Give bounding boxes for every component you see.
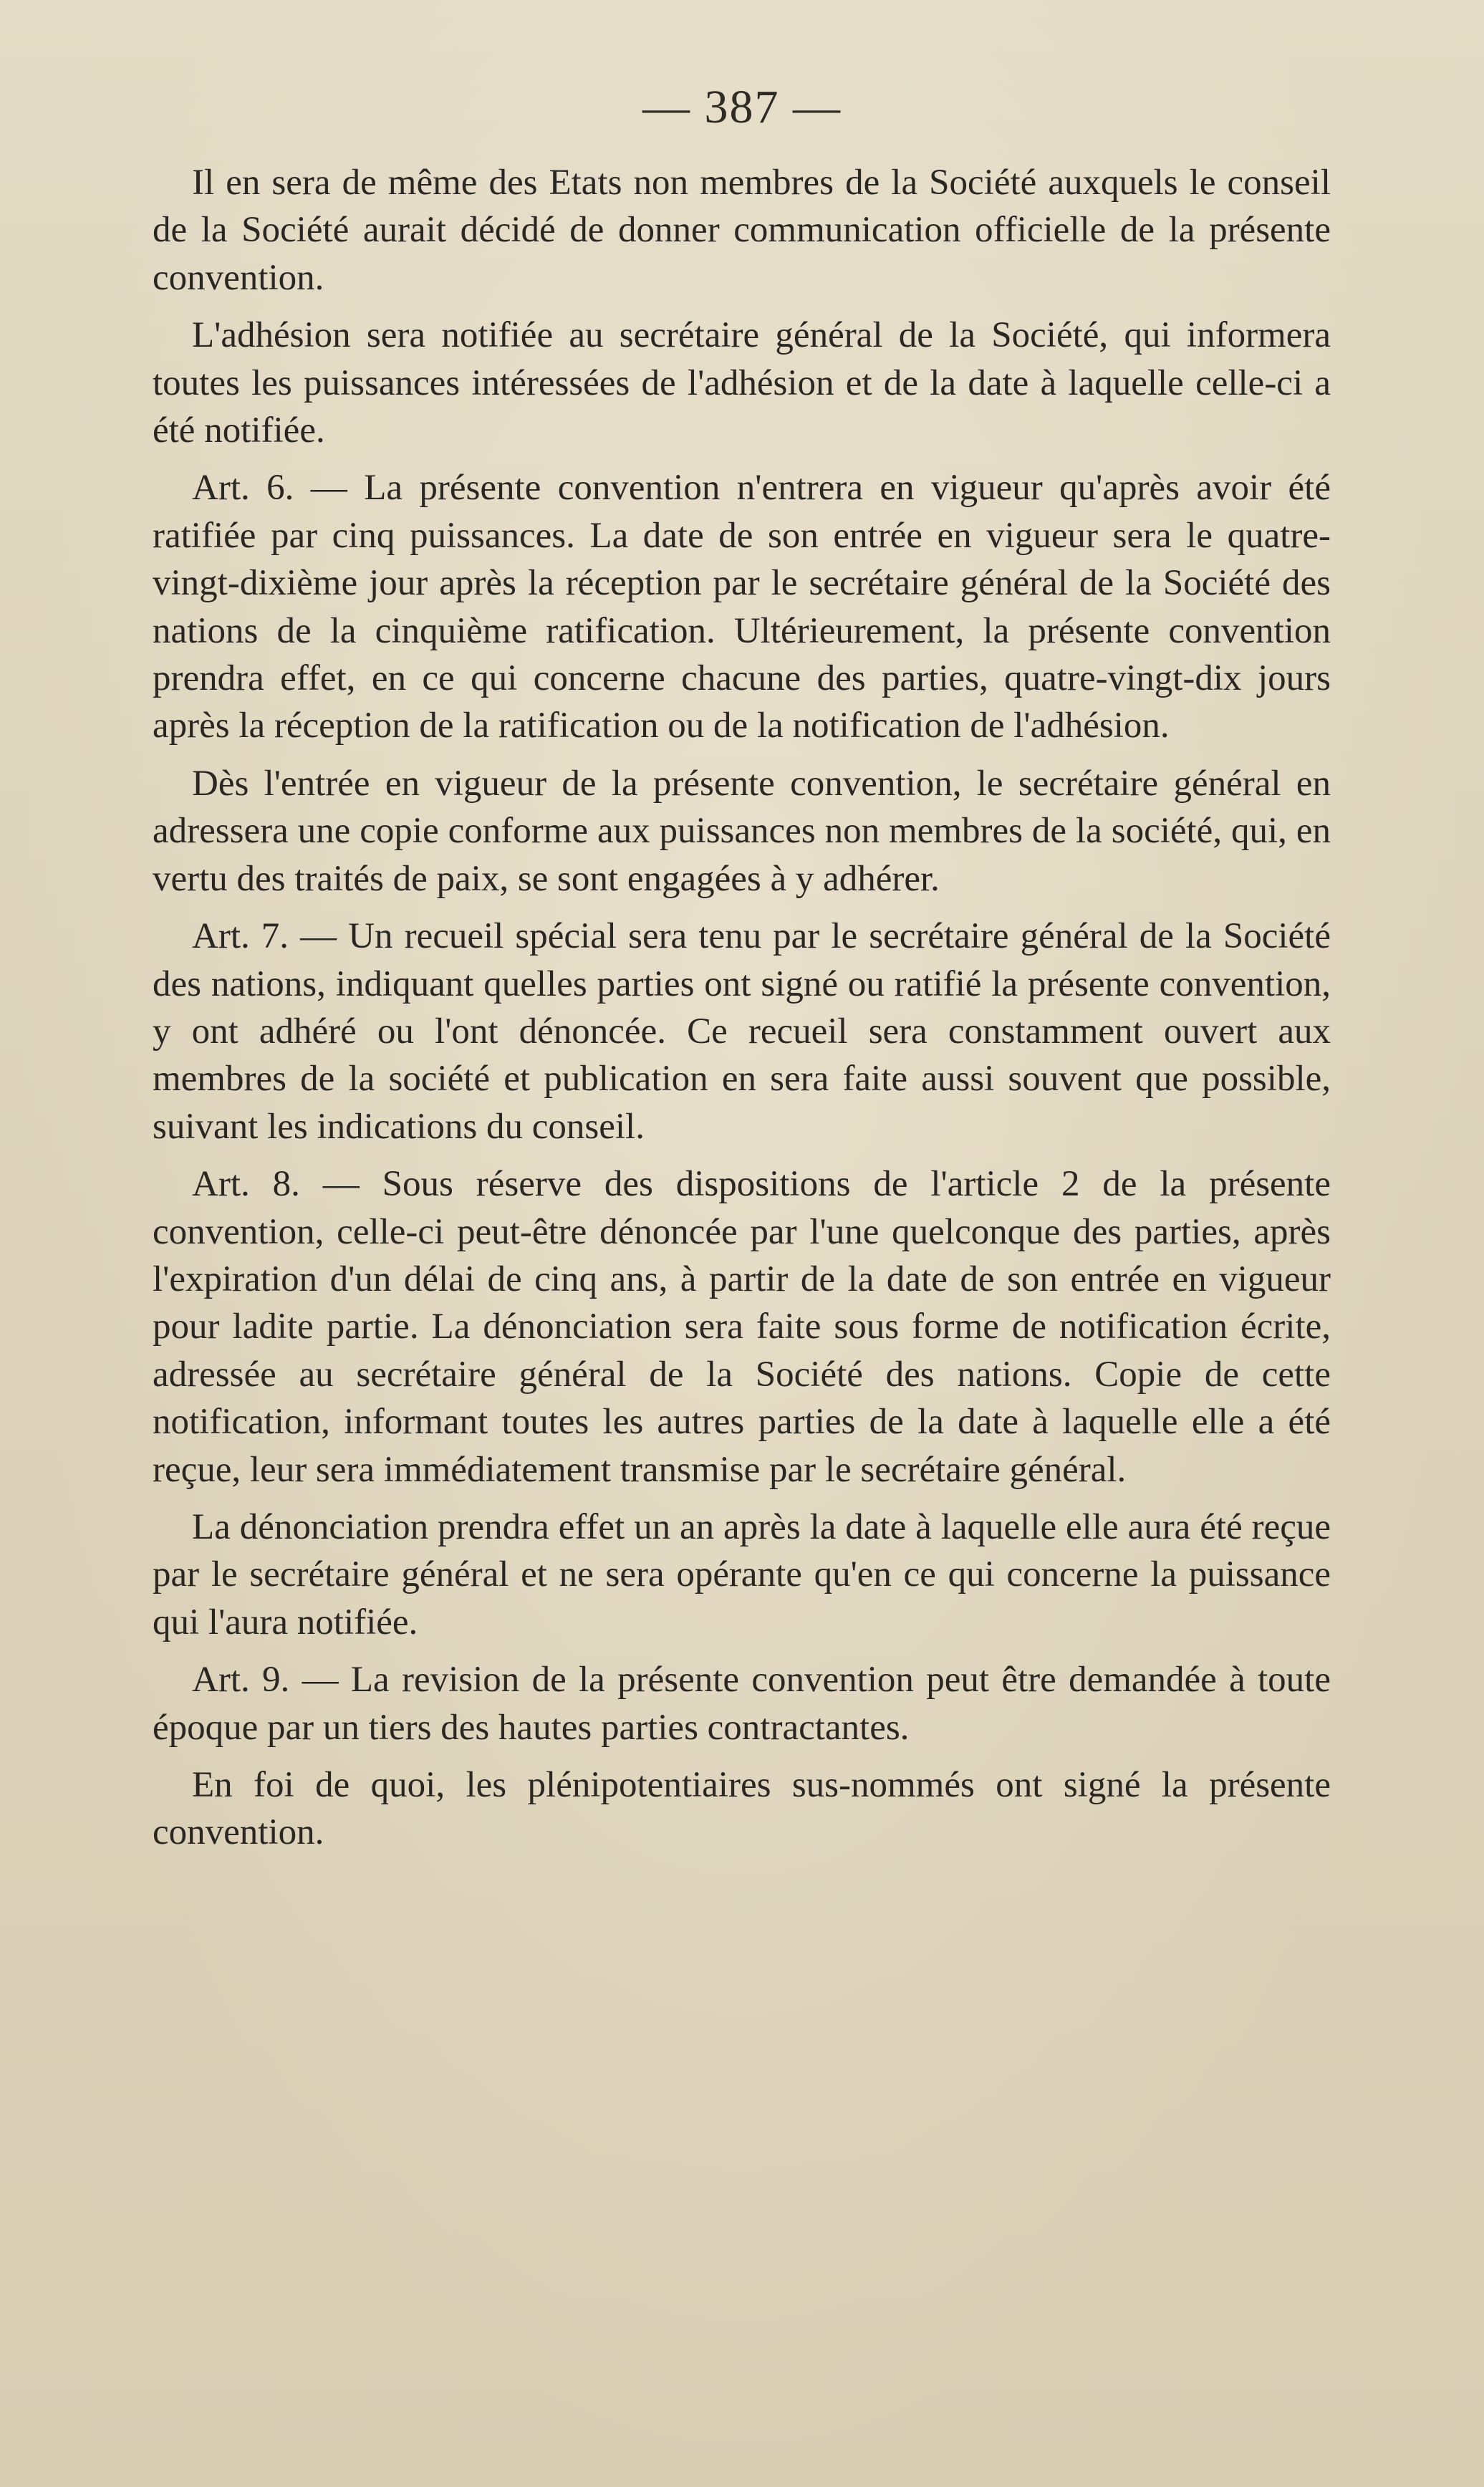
paragraph-entry-into-force: Dès l'entrée en vigueur de la présente convention, le secrétaire général en adressera une copie conforme aux puissances non membres de la société, qui, en vertu des traités de paix, se sont engagées à y adhérer. [153,763,1331,899]
paragraph-adhesion: L'adhésion sera notifiée au secrétaire général de la Société, qui informera toutes les puissances intéressées de l'adhésion et de la date à laquelle celle-ci a été notifiée. [153,315,1331,451]
paragraph-article-8: Art. 8. — Sous réserve des dispositions de l'article 2 de la présente convention, celle-ci peut-être dénoncée par l'une quelconque des parties, après l'expiration d'un délai de cinq ans, à partir de la date de son entrée en vigueur pour ladite partie. La dénonciation sera faite sous forme de notification écrite, adressée au secrétaire général de la Société des nations. Copie de cette notification, informant toutes les autres parties de la date à laquelle elle a été reçue, leur sera immédiatement transmise par le secrétaire général. [153,1164,1331,1490]
page-number: — 387 — [642,81,842,133]
paragraph-denunciation: La dénonciation prendra effet un an après la date à laquelle elle aura été reçue par le secrétaire général et ne sera opérante qu'en ce qui concerne la puissance qui l'aura notifiée. [153,1506,1331,1642]
paragraph-article-6: Art. 6. — La présente convention n'entrera en vigueur qu'après avoir été ratifiée par cinq puissances. La date de son entrée en vigueur sera le quatre-vingt-dixième jour après la réception par le secrétaire général de la Société des nations de la cinquième ratification. Ultérieurement, la présente convention prendra effet, en ce qui concerne chacune des parties, quatre-vingt-dix jours après la réception de la ratification ou de la notification de l'adhésion. [153,468,1331,746]
paragraph-article-7: Art. 7. — Un recueil spécial sera tenu par le secrétaire général de la Société des nations, indiquant quelles parties ont signé ou ratifié la présente convention, y ont adhéré ou l'ont dénoncée. Ce recueil sera constamment ouvert aux membres de la société et publication en sera faite aussi souvent que possible, suivant les indications du conseil. [153,916,1331,1147]
paragraph-article-9: Art. 9. — La revision de la présente convention peut être demandée à toute époque par un tiers des hautes parties contractantes. [153,1660,1331,1748]
paragraph-signature-clause: En foi de quoi, les plénipotentiaires sus-nommés ont signé la présente convention. [153,1765,1331,1853]
body-text [153,159,1331,1867]
paragraph-states-non-members: Il en sera de même des Etats non membres de la Société auxquels le conseil de la Société aurait décidé de donner communication officielle de la présente convention. [153,163,1331,298]
